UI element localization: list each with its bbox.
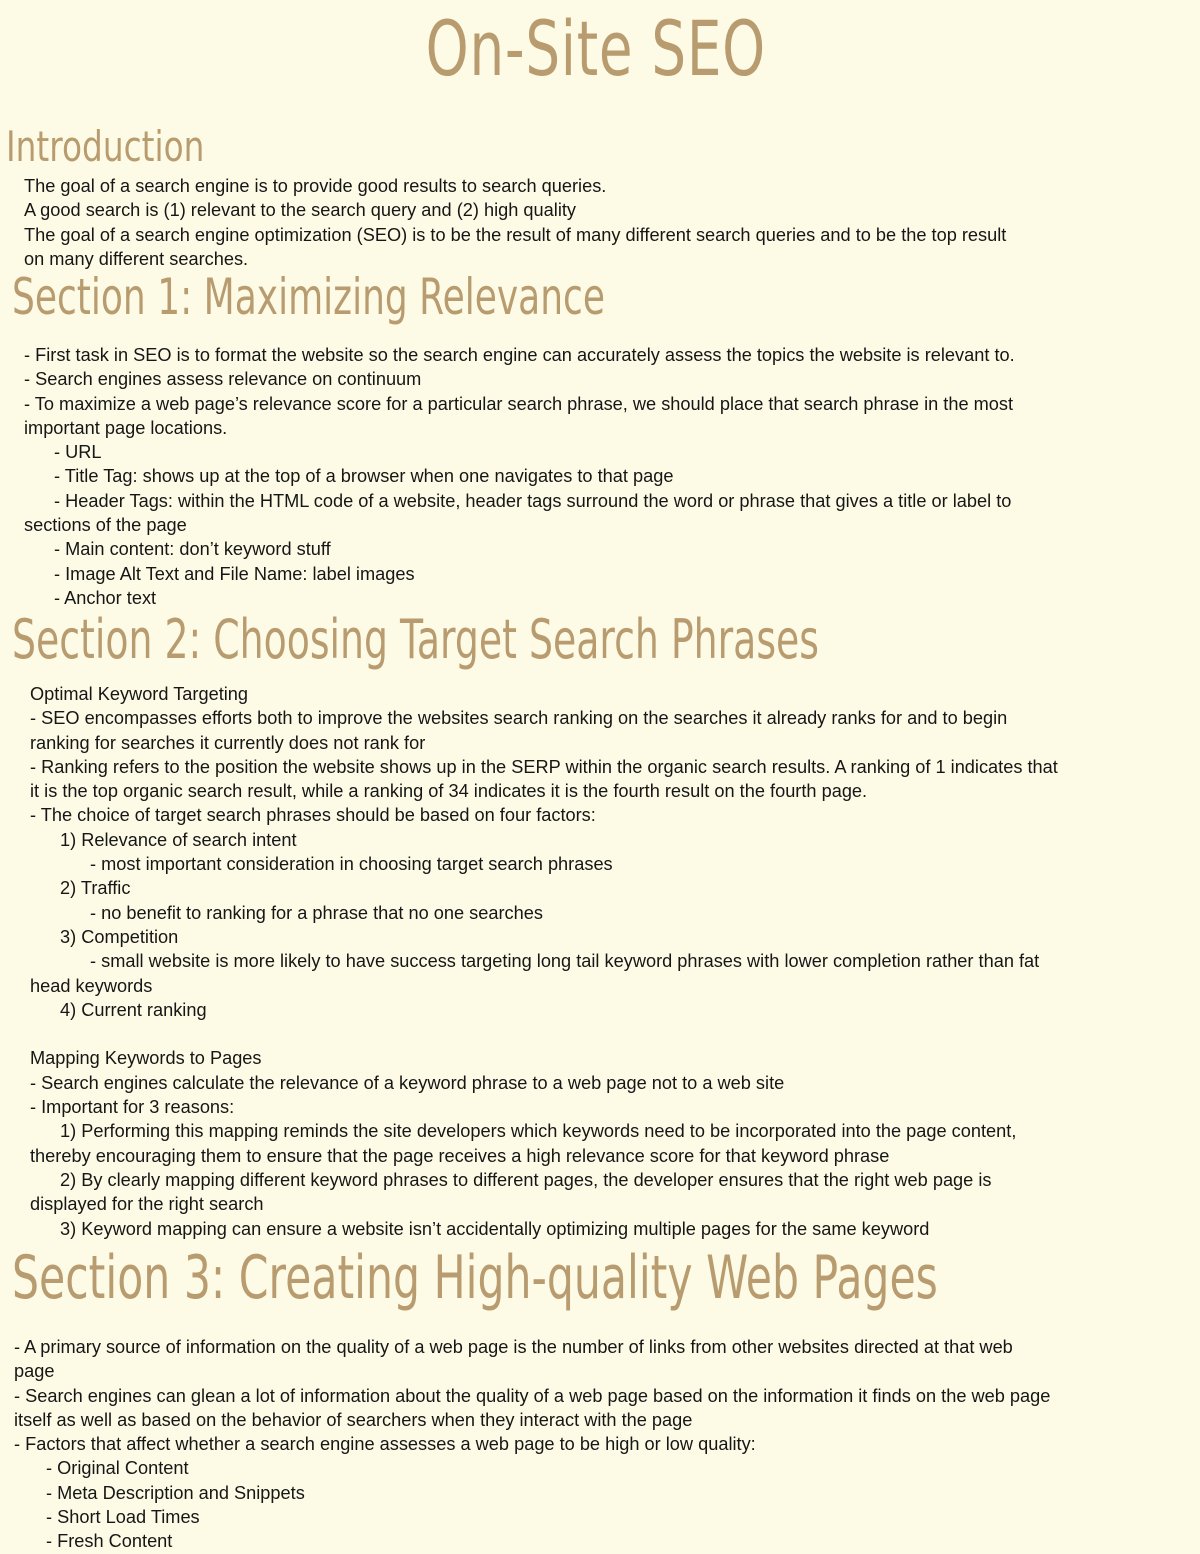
text-line: head keywords <box>30 975 153 996</box>
list-item: - most important consideration in choosing target search phrases <box>90 854 613 875</box>
list-item: - Title Tag: shows up at the top of a browser when one navigates to that page <box>54 466 674 487</box>
list-item: 2) By clearly mapping different keyword phrases to different pages, the developer ensures that the right web page is <box>60 1169 992 1190</box>
text-line: itself as well as based on the behavior of searchers when they interact with the page <box>14 1409 693 1430</box>
text-line: - Search engines can glean a lot of information about the quality of a web page based on the information it finds on the web page <box>14 1385 1051 1406</box>
list-item: - Fresh Content <box>46 1531 173 1552</box>
section-3-body <box>14 1335 1050 1554</box>
list-item: 3) Keyword mapping can ensure a website isn’t accidentally optimizing multiple pages for the same keyword <box>60 1218 930 1239</box>
text-line: important page locations. <box>24 417 228 438</box>
text-line: ranking for searches it currently does not rank for <box>30 732 426 753</box>
introduction-body <box>24 174 1006 271</box>
text-line: The goal of a search engine optimization (SEO) is to be the result of many different search queries and to be the top result <box>24 224 1007 245</box>
list-item: 4) Current ranking <box>60 999 207 1020</box>
list-item: - Main content: don’t keyword stuff <box>54 539 331 560</box>
text-line: A good search is (1) relevant to the search query and (2) high quality <box>24 200 577 221</box>
list-item: - URL <box>54 442 102 463</box>
section-2-body <box>30 682 1058 1241</box>
text-line: page <box>14 1361 55 1382</box>
list-item: - Original Content <box>46 1458 189 1479</box>
text-line: sections of the page <box>24 515 187 536</box>
text-line: thereby encouraging them to ensure that the page receives a high relevance score for that keyword phrase <box>30 1145 890 1166</box>
section-1-heading: Section 1: Maximizing Relevance <box>12 268 605 326</box>
list-item: - Short Load Times <box>46 1507 200 1528</box>
list-item: - Header Tags: within the HTML code of a website, header tags surround the word or phrase that gives a title or label to <box>54 490 1012 511</box>
list-item: 1) Relevance of search intent <box>60 829 297 850</box>
list-item: - no benefit to ranking for a phrase that no one searches <box>90 902 543 923</box>
list-item: - Anchor text <box>54 587 157 608</box>
list-item: 2) Traffic <box>60 878 131 899</box>
section-2-heading: Section 2: Choosing Target Search Phrases <box>12 608 819 671</box>
list-item: - small website is more likely to have success targeting long tail keyword phrases with lower completion rather than fat <box>90 951 1040 972</box>
text-line: - Ranking refers to the position the website shows up in the SERP within the organic search results. A ranking of 1 indicates that <box>30 756 1058 777</box>
section-3-heading: Section 3: Creating High-quality Web Pages <box>12 1243 938 1313</box>
text-line: it is the top organic search result, while a ranking of 34 indicates it is the fourth result on the fourth page. <box>30 781 868 802</box>
list-item: - Image Alt Text and File Name: label images <box>54 563 415 584</box>
subheading: Optimal Keyword Targeting <box>30 684 249 704</box>
text-line: - Important for 3 reasons: <box>30 1097 235 1118</box>
text-line: - Search engines calculate the relevance of a keyword phrase to a web page not to a web site <box>30 1072 785 1093</box>
text-line: - A primary source of information on the quality of a web page is the number of links from other websites directed at that web <box>14 1337 1013 1357</box>
text-line: - SEO encompasses efforts both to improve the websites search ranking on the searches it already ranks for and to begin <box>30 708 1008 729</box>
list-item: 3) Competition <box>60 926 179 947</box>
text-line: The goal of a search engine is to provide good results to search queries. <box>24 176 607 196</box>
list-item: 1) Performing this mapping reminds the site developers which keywords need to be incorporated into the page content, <box>60 1121 1017 1142</box>
text-line: - To maximize a web page’s relevance score for a particular search phrase, we should place that search phrase in the most <box>24 393 1014 414</box>
text-line: - The choice of target search phrases should be based on four factors: <box>30 805 596 826</box>
text-line: - First task in SEO is to format the website so the search engine can accurately assess the topics the website is relevant to. <box>24 345 1015 365</box>
introduction-heading: Introduction <box>6 122 205 171</box>
subheading: Mapping Keywords to Pages <box>30 1048 262 1069</box>
text-line: - Search engines assess relevance on continuum <box>24 369 422 390</box>
section-1-body <box>24 343 1015 610</box>
page-title: On-Site SEO <box>425 4 766 93</box>
list-item: - Meta Description and Snippets <box>46 1482 305 1503</box>
text-line: on many different searches. <box>24 248 249 269</box>
text-line: displayed for the right search <box>30 1194 264 1215</box>
text-line: - Factors that affect whether a search engine assesses a web page to be high or low quality: <box>14 1434 756 1455</box>
